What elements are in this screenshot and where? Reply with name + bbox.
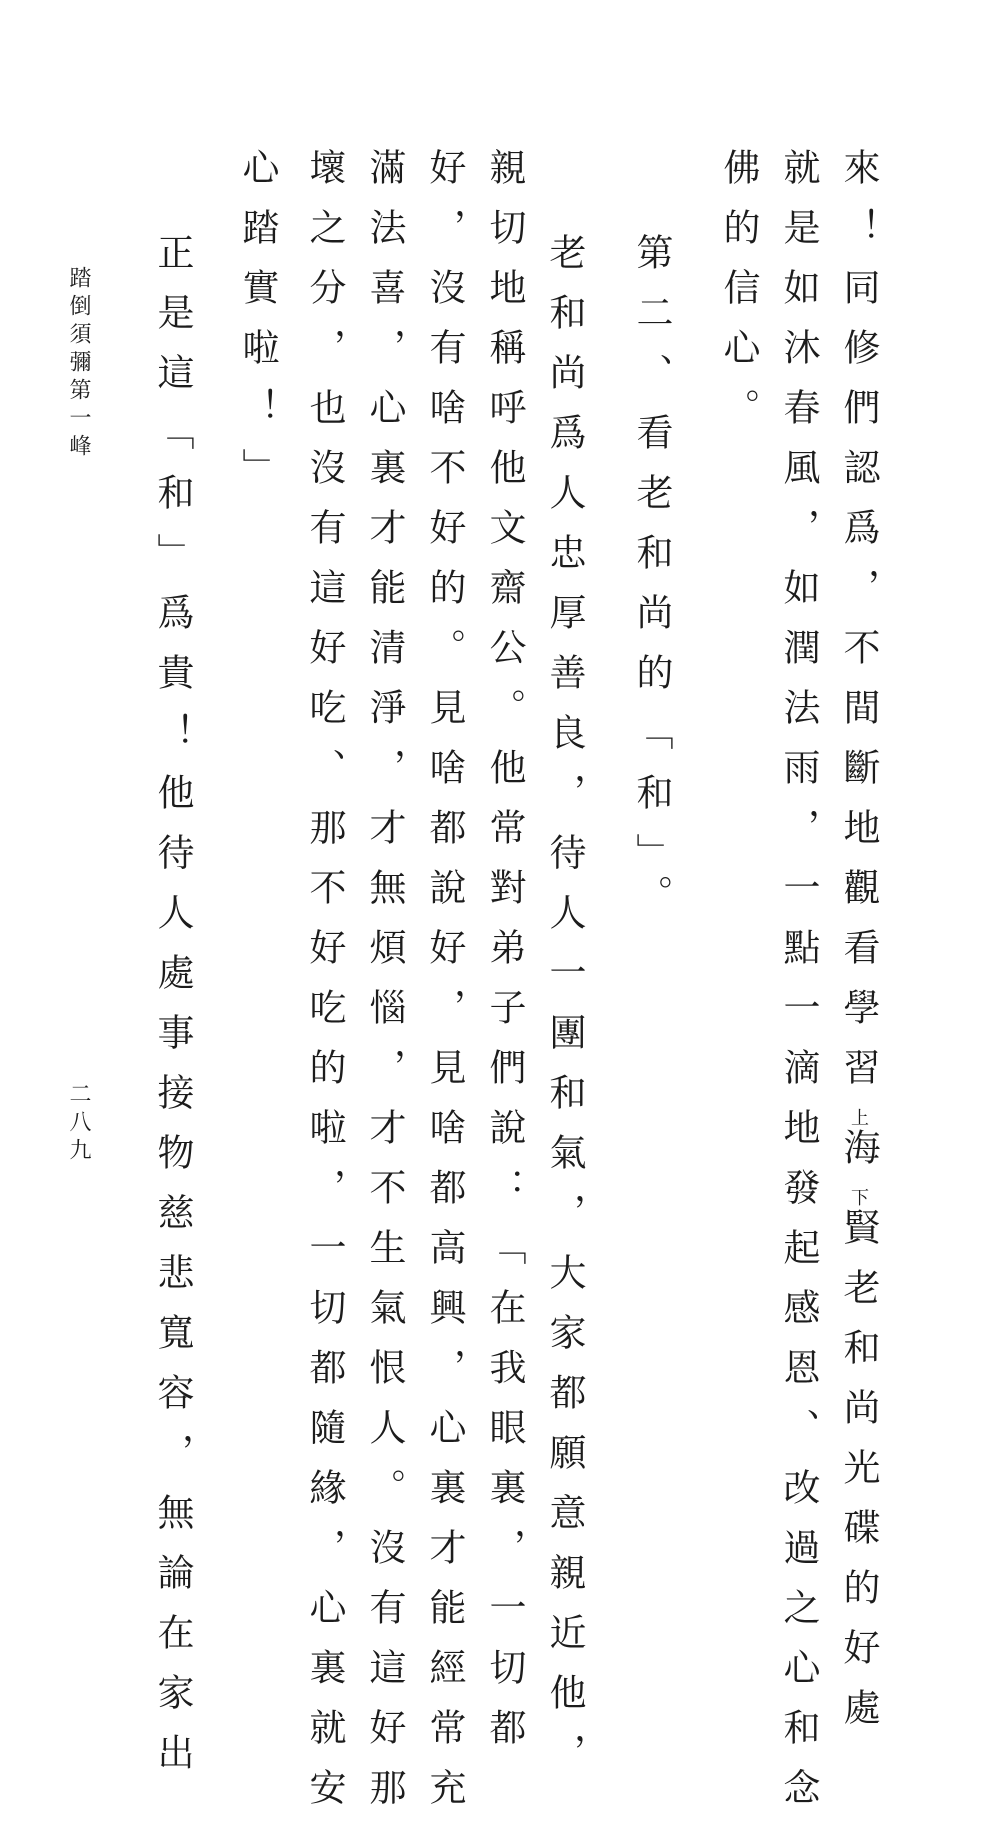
section-heading: 第二、看老和尚的「和」。 bbox=[630, 233, 673, 935]
text-column-11: 正是這「和」爲貴！他待人處事接物慈悲寬容，無論在家出 bbox=[151, 233, 194, 1793]
text-column-1 bbox=[828, 148, 888, 1748]
column-1-part-a: 來！同修們認爲，不間斷地觀看學習 bbox=[837, 148, 880, 1108]
column-1-small-lower: 下 bbox=[848, 1188, 869, 1208]
text-column-8: 滿法喜，心裏才能清淨，才無煩惱，才不生氣恨人。沒有這好那 bbox=[363, 148, 406, 1828]
text-column-6: 親切地稱呼他文齋公。他常對弟子們說：「在我眼裏，一切都 bbox=[483, 148, 526, 1768]
column-1-part-b: 海 bbox=[837, 1128, 880, 1188]
column-1-small-upper: 上 bbox=[848, 1108, 869, 1128]
text-column-9: 壞之分，也沒有這好吃、那不好吃的啦，一切都隨緣，心裏就安 bbox=[303, 148, 346, 1828]
text-column-3: 佛的信心。 bbox=[717, 148, 760, 448]
column-1-part-c: 賢老和尚光碟的好處 bbox=[837, 1208, 880, 1748]
text-column-2: 就是如沐春風，如潤法雨，一點一滴地發起感恩、改過之心和念 bbox=[777, 148, 820, 1828]
running-title: 踏倒須彌第一峰 bbox=[66, 266, 91, 462]
text-column-10: 心踏實啦！」 bbox=[236, 148, 279, 508]
page-number: 二八九 bbox=[66, 1082, 91, 1166]
text-column-7: 好，沒有啥不好的。見啥都說好，見啥都高興，心裏才能經常充 bbox=[423, 148, 466, 1828]
text-column-5: 老和尚爲人忠厚善良，待人一團和氣，大家都願意親近他， bbox=[543, 233, 586, 1793]
